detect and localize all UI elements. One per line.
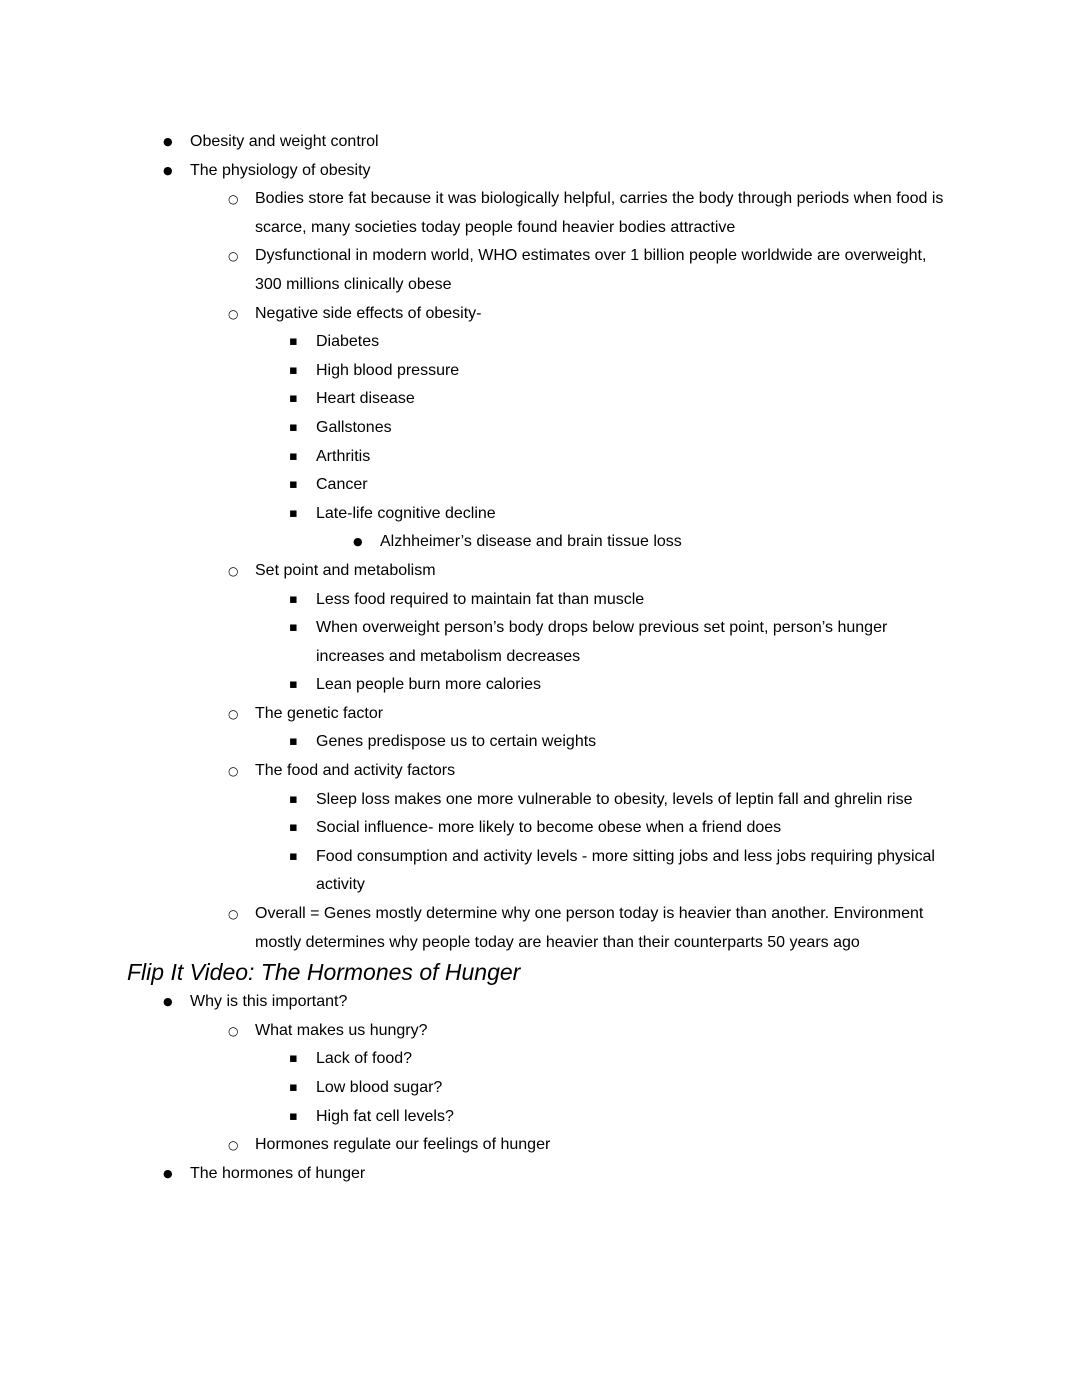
list-item-text: Negative side effects of obesity- — [255, 304, 482, 322]
list-item — [289, 500, 945, 529]
list-item — [289, 728, 945, 757]
list-item — [163, 988, 945, 1017]
bullet-glyph: ▪ — [289, 391, 298, 407]
list-item — [289, 671, 945, 700]
list-item — [353, 528, 945, 557]
list-item — [289, 443, 945, 472]
bullet-glyph: ○ — [228, 907, 239, 922]
bullet-glyph: ▪ — [289, 419, 298, 435]
list-item — [163, 1160, 945, 1189]
list-item-text: The genetic factor — [255, 704, 384, 722]
list-item-text: Cancer — [316, 476, 368, 494]
bullet-glyph: ▪ — [289, 1108, 298, 1124]
bullet-glyph: ○ — [228, 764, 239, 779]
list-item — [289, 385, 945, 414]
bullet-glyph: ● — [163, 163, 173, 177]
list-item — [289, 814, 945, 843]
bullet-glyph: ○ — [228, 249, 239, 264]
bullet-glyph: ▪ — [289, 1080, 298, 1095]
list-item — [289, 414, 945, 443]
list-item-text: High blood pressure — [316, 361, 460, 379]
list-item — [228, 757, 945, 786]
list-item-text: Food consumption and activity levels - more sitting jobs and less jobs requiring physical activity — [316, 847, 935, 894]
list-item-text: Social influence- more likely to become obese when a friend does — [316, 819, 782, 837]
list-item-text: Sleep loss makes one more vulnerable to obesity, levels of leptin fall and ghrelin rise — [316, 790, 913, 808]
list-item — [228, 242, 945, 299]
bullet-glyph: ○ — [228, 1138, 239, 1153]
bullet-glyph: ▪ — [289, 620, 298, 636]
list-item — [228, 1131, 945, 1160]
list-item — [228, 1017, 945, 1046]
list-item-text: Why is this important? — [190, 993, 348, 1011]
bullet-glyph: ▪ — [289, 477, 298, 493]
list-item — [289, 357, 945, 386]
list-item-text: What makes us hungry? — [255, 1021, 428, 1039]
list-item-text: When overweight person’s body drops below previous set point, person’s hunger increases and metabolism decreases — [316, 619, 888, 665]
list-item — [289, 1103, 945, 1132]
bullet-glyph: ● — [163, 135, 173, 148]
bullet-glyph: ○ — [228, 306, 239, 321]
bullet-glyph: ● — [163, 995, 173, 1009]
list-item-text: Overall = Genes mostly determine why one person today is heavier than another. Environment mostly determines why people today are heavier than their counterparts 50 years ago — [255, 905, 924, 951]
list-item — [289, 328, 945, 357]
list-item — [228, 557, 945, 586]
bullet-glyph: ▪ — [289, 848, 298, 864]
list-item-text: Hormones regulate our feelings of hunger — [255, 1136, 551, 1154]
list-item-text: Late-life cognitive decline — [316, 504, 496, 522]
list-item — [163, 128, 945, 157]
bullet-glyph: ○ — [228, 1023, 239, 1038]
list-item-text: Diabetes — [316, 333, 380, 351]
list-item-text: The food and activity factors — [255, 762, 456, 780]
bullet-glyph: ▪ — [289, 591, 298, 607]
list-item — [228, 185, 945, 242]
list-item — [289, 786, 945, 815]
list-item-text: Genes predispose us to certain weights — [316, 733, 597, 751]
list-item-text: Less food required to maintain fat than muscle — [316, 590, 645, 608]
bullet-glyph: ▪ — [289, 334, 298, 350]
bullet-glyph: ● — [353, 535, 363, 549]
bullet-glyph: ● — [163, 1166, 173, 1180]
list-item-text: Arthritis — [316, 447, 371, 465]
list-item-text: Lean people burn more calories — [316, 676, 542, 694]
list-item-text: Low blood sugar? — [316, 1079, 443, 1096]
bullet-glyph: ▪ — [289, 677, 298, 693]
list-item-text: Alzhheimer’s disease and brain tissue loss — [380, 533, 682, 551]
list-item — [289, 843, 945, 900]
list-item-text: Heart disease — [316, 390, 415, 408]
list-item-text: Bodies store fat because it was biologically helpful, carries the body through periods when food is scarce, many societies today people found heavier bodies attractive — [255, 190, 944, 236]
list-item — [289, 586, 945, 615]
list-item — [228, 300, 945, 329]
list-item-text: Lack of food? — [316, 1050, 413, 1068]
bullet-glyph: ○ — [228, 563, 239, 578]
bullet-glyph: ▪ — [289, 734, 298, 750]
bullet-glyph: ▪ — [289, 791, 298, 807]
bullet-glyph: ▪ — [289, 1051, 298, 1067]
list-item-text: High fat cell levels? — [316, 1107, 454, 1125]
list-item — [163, 157, 945, 186]
list-item — [289, 614, 945, 671]
list-item-text: The hormones of hunger — [190, 1164, 366, 1182]
bullet-glyph: ▪ — [289, 820, 298, 836]
bullet-glyph: ○ — [228, 192, 239, 207]
list-item-text: Obesity and weight control — [190, 133, 379, 150]
bullet-glyph: ▪ — [289, 448, 298, 464]
bullet-glyph: ▪ — [289, 505, 298, 521]
list-item — [289, 471, 945, 500]
section-heading: Flip It Video: The Hormones of Hunger — [127, 959, 521, 986]
bullet-glyph: ▪ — [289, 362, 298, 378]
list-item — [228, 700, 945, 729]
document-content — [127, 128, 945, 1188]
list-item — [289, 1074, 945, 1103]
list-item — [289, 1045, 945, 1074]
list-item-text: Set point and metabolism — [255, 561, 436, 579]
bullet-glyph: ○ — [228, 706, 239, 721]
list-item-text: Dysfunctional in modern world, WHO estimates over 1 billion people worldwide are overweight, 300 millions clinically obese — [255, 247, 927, 293]
list-item — [228, 900, 945, 957]
list-item-text: The physiology of obesity — [190, 161, 371, 179]
list-item-text: Gallstones — [316, 418, 392, 436]
